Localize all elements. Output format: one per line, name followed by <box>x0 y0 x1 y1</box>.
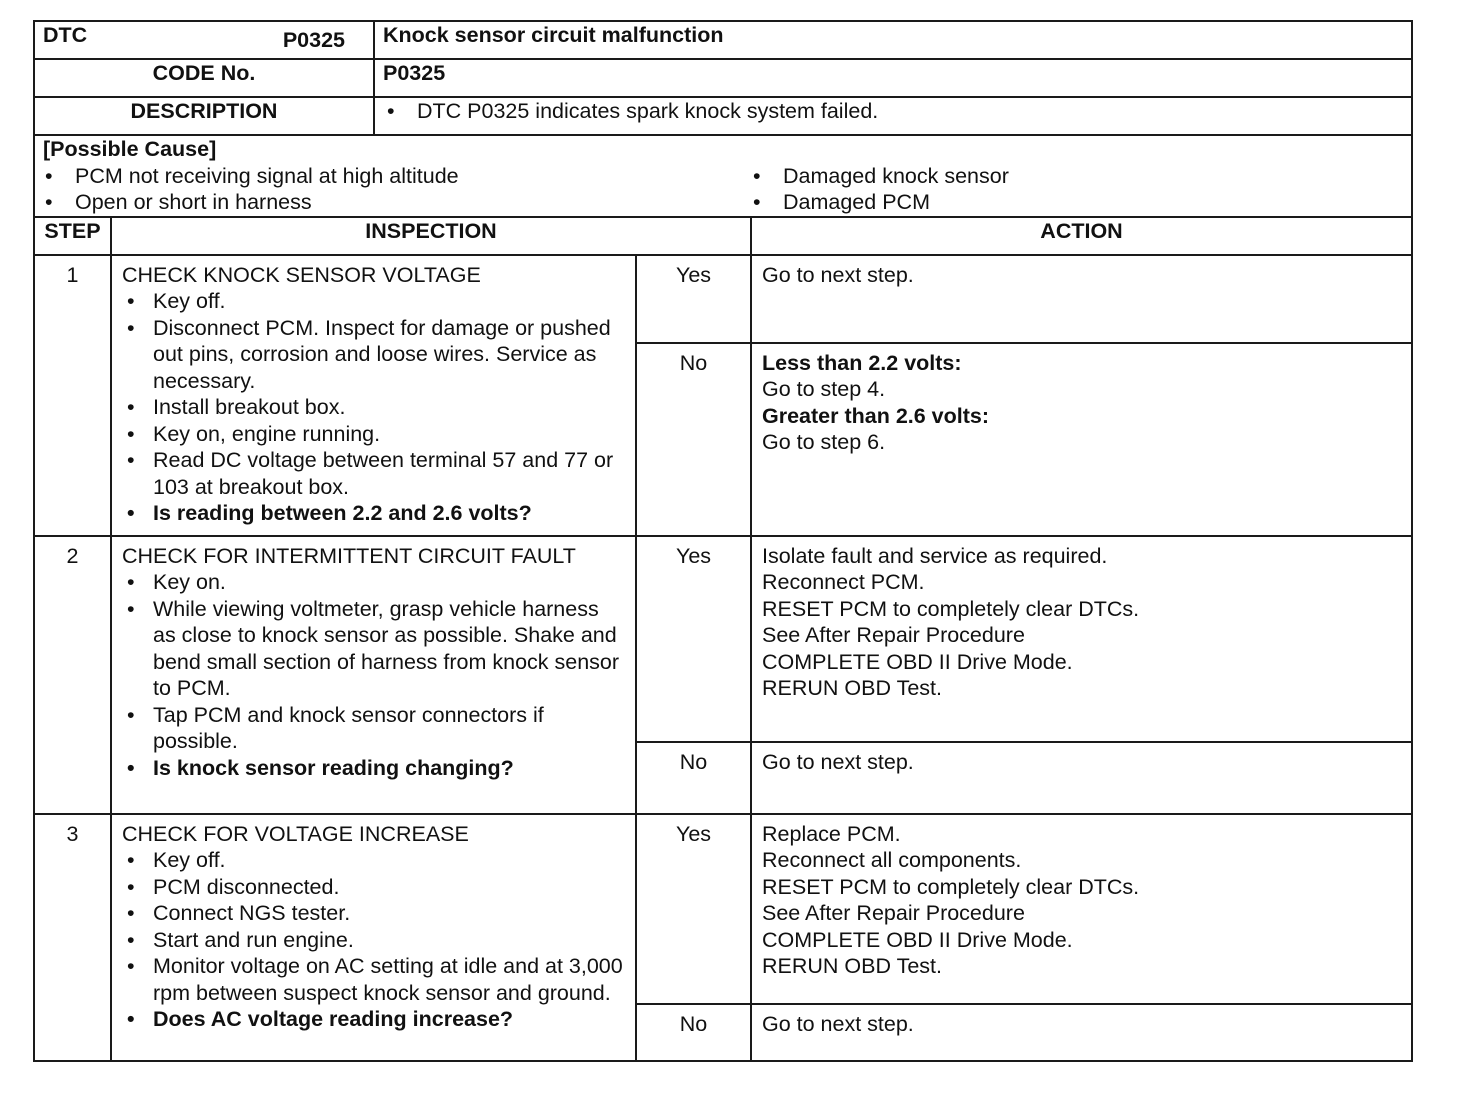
no-label: No <box>636 1004 751 1061</box>
inspection-item: • Key on, engine running. <box>122 421 627 448</box>
action-line: Go to next step. <box>762 1011 914 1036</box>
dtc-procedure-sheet <box>33 20 1411 1062</box>
possible-cause-cell <box>34 135 1412 217</box>
action-line: Go to next step. <box>762 749 914 774</box>
inspection-item: • Connect NGS tester. <box>122 900 627 927</box>
dtc-header-row <box>34 21 1412 59</box>
action-line: Go to next step. <box>762 262 914 287</box>
step-row-yes <box>34 255 1412 343</box>
dtc-label: DTC <box>43 23 88 47</box>
inspection-column-header: INSPECTION <box>111 217 751 255</box>
possible-cause-item: • Open or short in harness <box>43 189 751 216</box>
action-line: COMPLETE OBD II Drive Mode. <box>762 927 1073 952</box>
step-row-yes <box>34 536 1412 742</box>
dtc-table <box>33 20 1413 1062</box>
step-row-yes <box>34 814 1412 1004</box>
step-inspection-list <box>122 847 627 1033</box>
column-header-row <box>34 217 1412 255</box>
description-row <box>34 97 1412 135</box>
step-inspection <box>111 255 636 536</box>
action-line: RERUN OBD Test. <box>762 954 942 978</box>
possible-cause-item: • Damaged knock sensor <box>751 163 1403 190</box>
action-line: Greater than 2.6 volts: <box>762 403 990 428</box>
dtc-code: P0325 <box>282 27 345 52</box>
action-line: RERUN OBD Test. <box>762 676 942 700</box>
inspection-item: • Tap PCM and knock sensor connectors if possible. <box>122 702 627 755</box>
inspection-item: • Disconnect PCM. Inspect for damage or pushed out pins, corrosion and loose wires. Service as necessary. <box>122 315 627 395</box>
dtc-label-cell <box>34 21 374 59</box>
no-action <box>751 1004 1412 1061</box>
action-line: See After Repair Procedure <box>762 623 1025 647</box>
inspection-question: • Is reading between 2.2 and 2.6 volts? <box>122 500 627 527</box>
inspection-item: • Key off. <box>122 847 627 874</box>
action-column-header: ACTION <box>751 217 1412 255</box>
code-no-label: CODE No. <box>34 59 374 97</box>
action-line: COMPLETE OBD II Drive Mode. <box>762 649 1073 674</box>
dtc-title: Knock sensor circuit malfunction <box>374 21 1412 59</box>
description-cell <box>374 97 1412 135</box>
yes-action <box>751 536 1412 742</box>
step-title: CHECK FOR INTERMITTENT CIRCUIT FAULT <box>122 543 576 568</box>
inspection-item: • PCM disconnected. <box>122 874 627 901</box>
inspection-item: • Key off. <box>122 288 627 315</box>
description-text: • DTC P0325 indicates spark knock system failed. <box>383 98 878 125</box>
possible-cause-list-right <box>751 163 1403 216</box>
no-action <box>751 343 1412 536</box>
inspection-item: • While viewing voltmeter, grasp vehicle harness as close to knock sensor as possible. Shake and bend small section of harness from knock sensor to PCM. <box>122 596 627 702</box>
action-line: Less than 2.2 volts: <box>762 350 962 375</box>
yes-action <box>751 255 1412 343</box>
step-title: CHECK KNOCK SENSOR VOLTAGE <box>122 262 481 287</box>
possible-cause-list-left <box>43 163 751 216</box>
step-column-header: STEP <box>34 217 111 255</box>
step-inspection <box>111 536 636 814</box>
yes-action <box>751 814 1412 1004</box>
yes-label: Yes <box>636 536 751 742</box>
inspection-item: • Read DC voltage between terminal 57 and 77 or 103 at breakout box. <box>122 447 627 500</box>
description-label: DESCRIPTION <box>34 97 374 135</box>
step-number: 1 <box>34 255 111 536</box>
step-number: 3 <box>34 814 111 1061</box>
inspection-question: • Is knock sensor reading changing? <box>122 755 627 782</box>
steps-body <box>34 255 1412 1061</box>
step-title: CHECK FOR VOLTAGE INCREASE <box>122 821 469 846</box>
no-action <box>751 742 1412 814</box>
step-inspection-list <box>122 288 627 527</box>
inspection-item: • Key on. <box>122 569 627 596</box>
action-line: Replace PCM. <box>762 821 901 846</box>
action-line: Go to step 6. <box>762 430 886 454</box>
inspection-question: • Does AC voltage reading increase? <box>122 1006 627 1033</box>
yes-label: Yes <box>636 814 751 1004</box>
inspection-item: • Start and run engine. <box>122 927 627 954</box>
yes-label: Yes <box>636 255 751 343</box>
action-line: Isolate fault and service as required. <box>762 543 1108 568</box>
action-line: RESET PCM to completely clear DTCs. <box>762 596 1140 621</box>
no-label: No <box>636 343 751 536</box>
possible-cause-item: • Damaged PCM <box>751 189 1403 216</box>
possible-cause-label: [Possible Cause] <box>43 137 217 161</box>
action-line: See After Repair Procedure <box>762 901 1025 925</box>
code-no-value: P0325 <box>374 59 1412 97</box>
action-line: RESET PCM to completely clear DTCs. <box>762 874 1140 899</box>
action-line: Reconnect all components. <box>762 848 1022 872</box>
step-inspection <box>111 814 636 1061</box>
action-line: Go to step 4. <box>762 377 886 401</box>
possible-cause-row <box>34 135 1412 217</box>
inspection-item: • Install breakout box. <box>122 394 627 421</box>
code-no-row <box>34 59 1412 97</box>
step-inspection-list <box>122 569 627 781</box>
inspection-item: • Monitor voltage on AC setting at idle and at 3,000 rpm between suspect knock sensor and ground. <box>122 953 627 1006</box>
possible-cause-item: • PCM not receiving signal at high altitude <box>43 163 751 190</box>
step-number: 2 <box>34 536 111 814</box>
action-line: Reconnect PCM. <box>762 570 925 594</box>
no-label: No <box>636 742 751 814</box>
